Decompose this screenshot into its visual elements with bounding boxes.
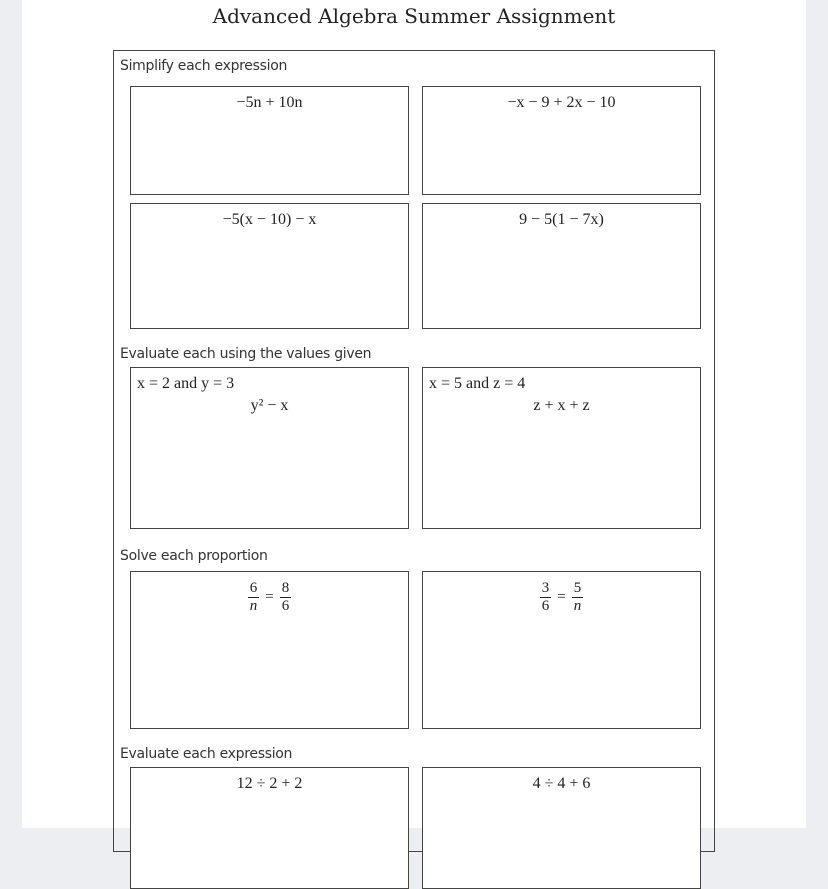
problem-box[interactable] [422,203,701,329]
expression: 12 ÷ 2 + 2 [236,775,303,792]
problem-box[interactable] [422,767,701,889]
proportion: $\frac{6}{n}$ = $\frac{8}{6}$ [249,580,290,614]
given-values: x = 2 and y = 3 [137,375,235,392]
expression: −5n + 10n [236,94,303,111]
expression: −5(x − 10) − x [222,211,317,228]
expression: z + x + z [533,397,590,414]
problem-box[interactable] [130,203,409,329]
proportion: $\frac{3}{6}$ = $\frac{5}{n}$ [541,580,582,614]
problem-box[interactable] [130,571,409,729]
expression: y² − x [250,397,289,414]
problem-box[interactable] [130,86,409,195]
page-title: Advanced Algebra Summer Assignment [212,4,616,28]
expression: 4 ÷ 4 + 6 [532,775,591,792]
expression: 9 − 5(1 − 7x) [519,211,604,228]
problem-box[interactable] [130,767,409,889]
section-label-evaluate-expression: Evaluate each expression [120,746,293,762]
section-label-evaluate-values: Evaluate each using the values given [120,346,372,362]
given-values: x = 5 and z = 4 [429,375,526,392]
problem-box[interactable] [422,367,701,529]
section-label-proportion: Solve each proportion [120,548,268,564]
problem-box[interactable] [130,367,409,529]
expression: −x − 9 + 2x − 10 [507,94,616,111]
problem-box[interactable] [422,86,701,195]
section-label-simplify: Simplify each expression [120,58,288,74]
problem-box[interactable] [422,571,701,729]
